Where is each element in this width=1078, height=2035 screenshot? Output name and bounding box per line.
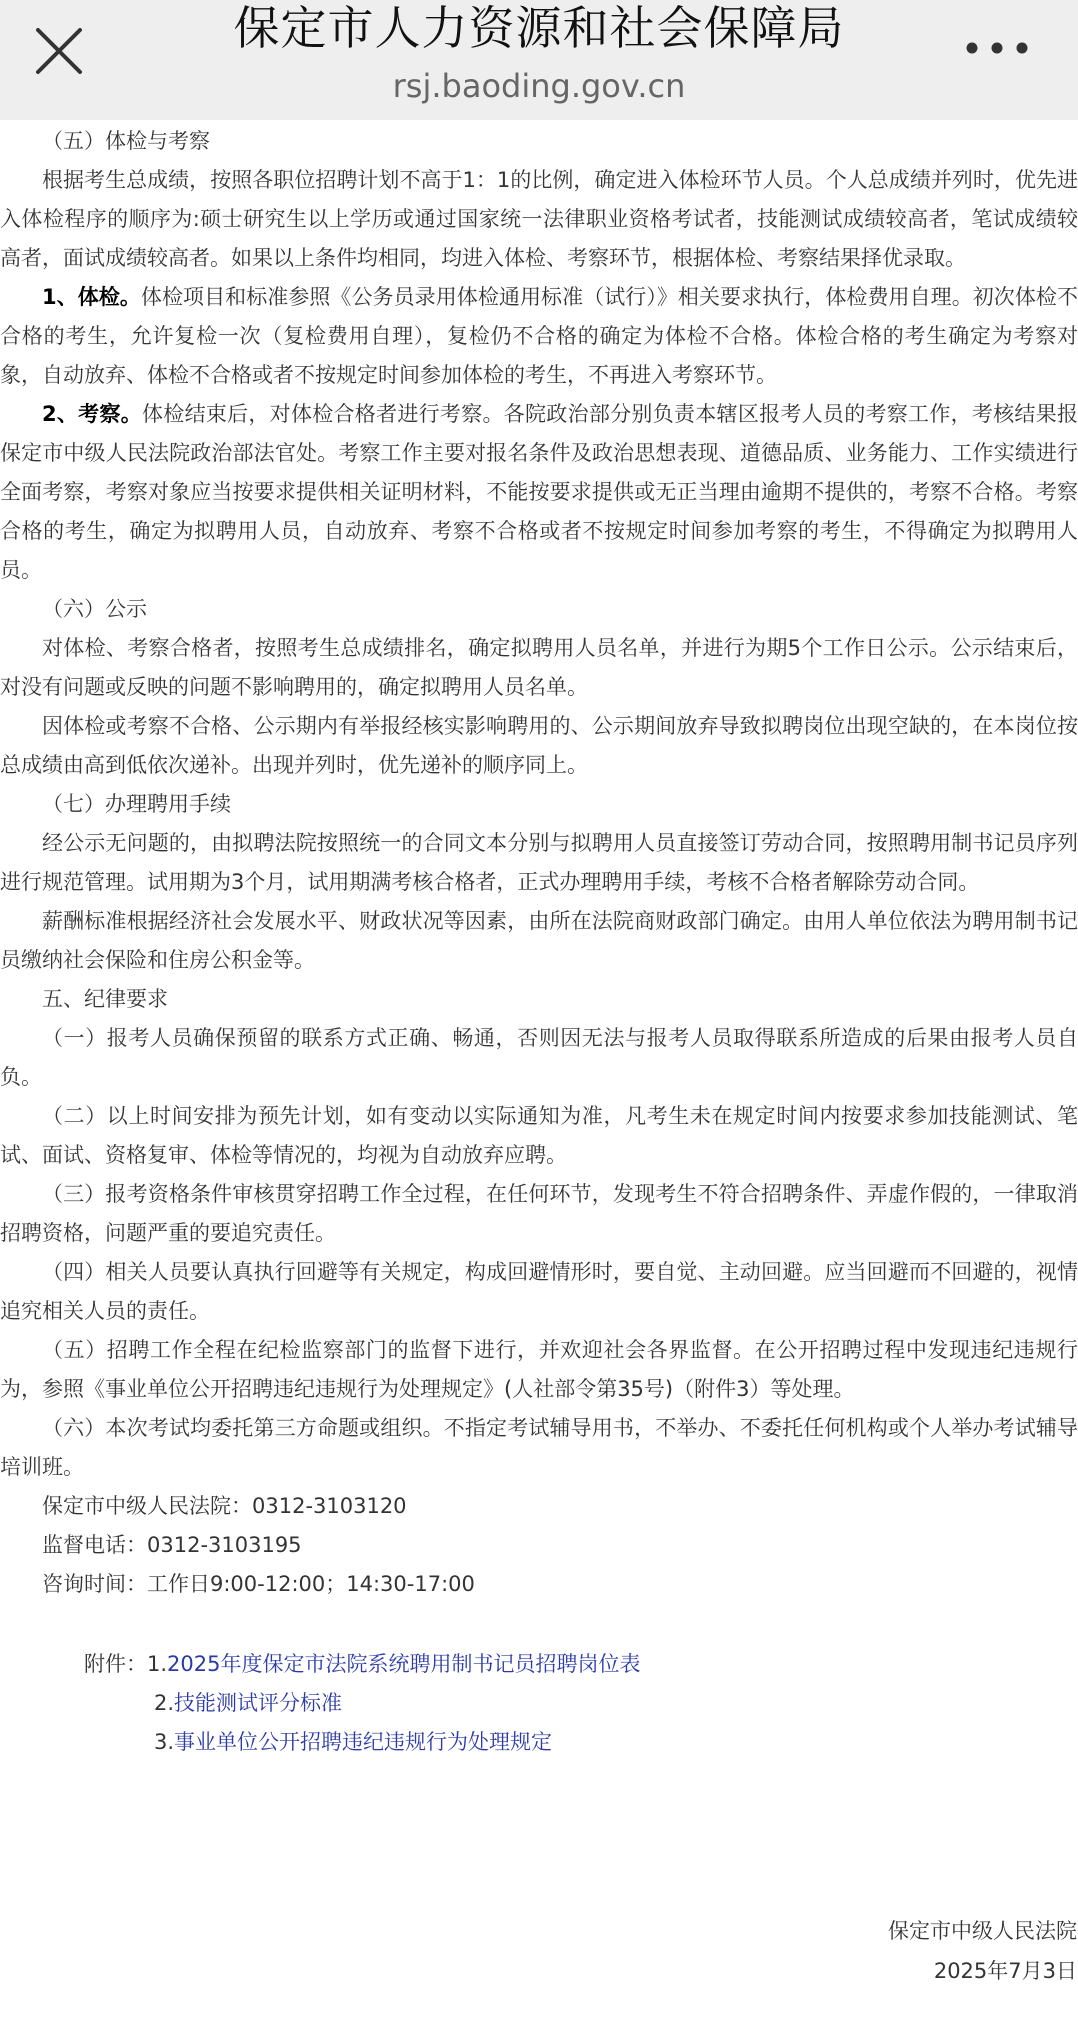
attachment-label: 附件： [84, 1652, 147, 1676]
paragraph: 薪酬标准根据经济社会发展水平、财政状况等因素，由所在法院商财政部门确定。由用人单位依法为聘用制书记员缴纳社会保险和住房公积金等。 [0, 909, 1078, 972]
section-heading: （五）体检与考察 [42, 129, 210, 153]
paragraph: （三）报考资格条件审核贯穿招聘工作全过程，在任何环节，发现考生不符合招聘条件、弄虚作假的，一律取消招聘资格，问题严重的要追究责任。 [0, 1182, 1078, 1245]
signature-org: 保定市中级人民法院 [888, 1919, 1077, 1943]
paragraph: 经公示无问题的，由拟聘法院按照统一的合同文本分别与拟聘用人员直接签订劳动合同，按照聘用制书记员序列进行规范管理。试用期为3个月，试用期满考核合格者，正式办理聘用手续，考核不合格者解除劳动合同。 [0, 831, 1078, 894]
attachment-number: 3. [154, 1730, 175, 1754]
paragraph: （六）本次考试均委托第三方命题或组织。不指定考试辅导用书，不举办、不委托任何机构或个人举办考试辅导培训班。 [0, 1416, 1078, 1479]
contact-supervision: 监督电话：0312-3103195 [42, 1533, 302, 1557]
page-title: 保定市人力资源和社会保障局 [233, 1, 845, 55]
section-heading: 五、纪律要求 [42, 987, 168, 1011]
paragraph: （四）相关人员要认真执行回避等有关规定，构成回避情形时，要自觉、主动回避。应当回避而不回避的，视情追究相关人员的责任。 [0, 1260, 1078, 1323]
attachment-row [0, 1684, 1078, 1723]
attachment-link-1[interactable]: 2025年度保定市法院系统聘用制书记员招聘岗位表 [167, 1652, 641, 1676]
section-heading: （六）公示 [42, 597, 147, 621]
paragraph: 因体检或考察不合格、公示期内有举报经核实影响聘用的、公示期间放弃导致拟聘岗位出现空缺的，在本岗位按总成绩由高到低依次递补。出现并列时，优先递补的顺序同上。 [0, 714, 1078, 777]
paragraph-lead: 2、考察。 [42, 402, 143, 426]
section-heading: （七）办理聘用手续 [42, 792, 231, 816]
paragraph: （一）报考人员确保预留的联系方式正确、畅通，否则因无法与报考人员取得联系所造成的后果由报考人员自负。 [0, 1026, 1078, 1089]
attachment-link-3[interactable]: 事业单位公开招聘违纪违规行为处理规定 [174, 1730, 553, 1754]
attachment-number: 1. [147, 1652, 168, 1676]
paragraph-lead: 1、体检。 [42, 285, 141, 309]
attachment-number: 2. [154, 1691, 175, 1715]
paragraph: 根据考生总成绩，按照各职位招聘计划不高于1：1的比例，确定进入体检环节人员。个人总成绩并列时，优先进入体检程序的顺序为:硕士研究生以上学历或通过国家统一法律职业资格考试者，技能测试成绩较高者，笔试成绩较高者，面试成绩较高者。如果以上条件均相同，均进入体检、考察环节，根据体检、考察结果择优录取。 [0, 168, 1078, 270]
more-menu-button[interactable] [960, 26, 1050, 70]
contact-hours: 咨询时间：工作日9:00-12:00；14:30-17:00 [42, 1572, 475, 1596]
browser-header [0, 0, 1078, 120]
spacer [0, 1604, 1078, 1645]
paragraph: （二）以上时间安排为预先计划，如有变动以实际通知为准，凡考生未在规定时间内按要求参加技能测试、笔试、面试、资格复审、体检等情况的，均视为自动放弃应聘。 [0, 1104, 1078, 1167]
attachment-link-2[interactable]: 技能测试评分标准 [174, 1691, 343, 1715]
page-url: rsj.baoding.gov.cn [392, 67, 686, 105]
paragraph: 对体检、考察合格者，按照考生总成绩排名，确定拟聘用人员名单，并进行为期5个工作日公示。公示结束后，对没有问题或反映的问题不影响聘用的，确定拟聘用人员名单。 [0, 636, 1078, 699]
more-dots-icon [960, 26, 1050, 70]
attachment-row [0, 1645, 1078, 1684]
contact-court: 保定市中级人民法院：0312-3103120 [42, 1494, 407, 1518]
signature-date: 2025年7月3日 [933, 1959, 1077, 1983]
article-body [0, 122, 1078, 1762]
paragraph: 1、体检。体检项目和标准参照《公务员录用体检通用标准（试行）》相关要求执行，体检费用自理。初次体检不合格的考生，允许复检一次（复检费用自理），复检仍不合格的确定为体检不合格。体检合格的考生确定为考察对象，自动放弃、体检不合格或者不按规定时间参加体检的考生，不再进入考察环节。 [0, 285, 1078, 387]
paragraph: （五）招聘工作全程在纪检监察部门的监督下进行，并欢迎社会各界监督。在公开招聘过程中发现违纪违规行为，参照《事业单位公开招聘违纪违规行为处理规定》(人社部令第35号)（附件3）等处理。 [0, 1338, 1078, 1401]
attachment-row [0, 1723, 1078, 1762]
paragraph: 2、考察。体检结束后，对体检合格者进行考察。各院政治部分别负责本辖区报考人员的考察工作，考核结果报保定市中级人民法院政治部法官处。考察工作主要对报名条件及政治思想表现、道德品质、业务能力、工作实绩进行全面考察，考察对象应当按要求提供相关证明材料，不能按要求提供或无正当理由逾期不提供的，考察不合格。考察合格的考生，确定为拟聘用人员，自动放弃、考察不合格或者不按规定时间参加考察的考生，不得确定为拟聘用人员。 [0, 402, 1078, 582]
